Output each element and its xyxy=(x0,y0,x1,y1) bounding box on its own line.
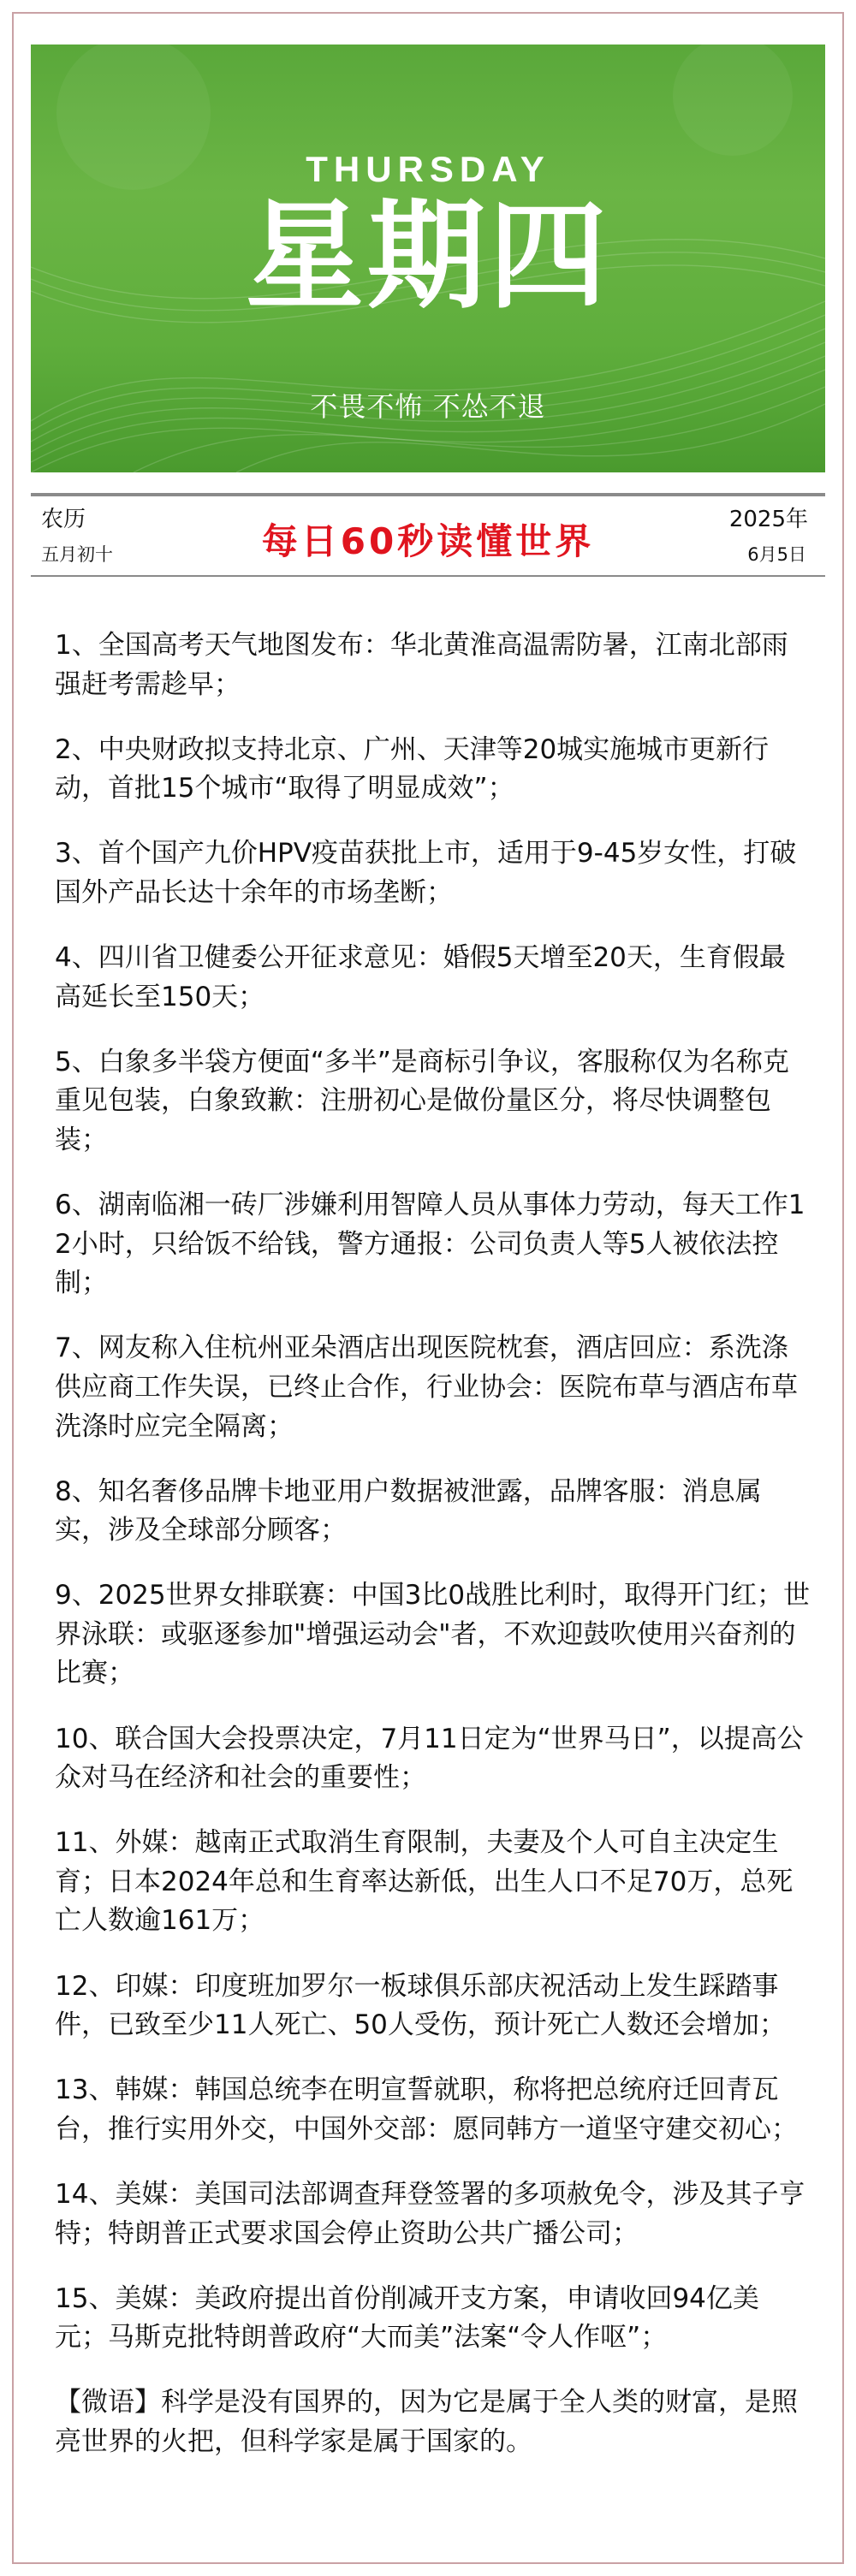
news-item: 2、中央财政拟支持北京、广州、天津等20城实施城市更新行动，首批15个城市“取得了明显成效”； xyxy=(55,733,770,804)
news-list xyxy=(55,626,811,2488)
weekday-banner xyxy=(31,45,825,472)
news-item: 1、全国高考天气地图发布：华北黄淮高温需防暑，江南北部雨强赶考需趁早； xyxy=(55,630,788,700)
news-item: 4、四川省卫健委公开征求意见：婚假5天增至20天，生育假最高延长至150天； xyxy=(55,942,786,1012)
news-item: 8、知名奢侈品牌卡地亚用户数据被泄露，品牌客服：消息属实，涉及全球部分顾客； xyxy=(55,1475,762,1546)
weekday-chinese: 星期四 xyxy=(245,187,610,325)
motto: 不畏不怖 不怂不退 xyxy=(310,390,546,423)
page-title: 每日60秒读懂世界 xyxy=(261,520,595,562)
divider-top xyxy=(31,493,825,496)
date: 6月5日 xyxy=(747,544,806,565)
news-item: 9、2025世界女排联赛：中国3比0战胜比利时，取得开门红；世界泳联：或驱逐参加"增强运动会"者，不欢迎鼓吹使用兴奋剂的比赛； xyxy=(55,1580,811,1689)
news-item: 13、韩媒：韩国总统李在明宣誓就职，称将把总统府迁回青瓦台，推行实用外交，中国外交部：愿同韩方一道坚守建交初心； xyxy=(55,2074,798,2145)
news-item: 7、网友称入住杭州亚朵酒店出现医院枕套，酒店回应：系洗涤供应商工作失误，已终止合作，行业协会：医院布草与酒店布草洗涤时应完全隔离； xyxy=(55,1333,798,1442)
lunar-date: 五月初十 xyxy=(41,544,113,565)
news-item: 15、美媒：美政府提出首份削减开支方案，申请收回94亿美元；马斯克批特朗普政府“大而美”法案“令人作呕”； xyxy=(55,2282,759,2353)
news-item: 6、湖南临湘一砖厂涉嫌利用智障人员从事体力劳动，每天工作12小时，只给饭不给钱，警方通报：公司负责人等5人被依法控制； xyxy=(55,1190,805,1299)
news-item: 3、首个国产九价HPV疫苗获批上市，适用于9-45岁女性，打破国外产品长达十余年的市场垄断； xyxy=(55,838,797,908)
news-item: 10、联合国大会投票决定，7月11日定为“世界马日”，以提高公众对马在经济和社会的重要性； xyxy=(55,1723,804,1794)
news-item: 11、外媒：越南正式取消生育限制，夫妻及个人可自主决定生育；日本2024年总和生育率达新低，出生人口不足70万，总死亡人数逾161万； xyxy=(55,1827,794,1937)
year: 2025年 xyxy=(728,507,808,532)
news-item: 14、美媒：美国司法部调查拜登签署的多项赦免令，涉及其子亨特；特朗普正式要求国会停止资助公共广播公司； xyxy=(55,2178,805,2249)
daily-quote: 【微语】科学是没有国界的，因为它是属于全人类的财富，是照亮世界的火把，但科学家是属于国家的。 xyxy=(55,2387,798,2457)
news-item: 12、印媒：印度班加罗尔一板球俱乐部庆祝活动上发生踩踏事件，已致至少11人死亡、50人受伤，预计死亡人数还会增加； xyxy=(55,1970,786,2041)
weekday-english: THURSDAY xyxy=(306,149,550,189)
news-item: 5、白象多半袋方便面“多半”是商标引争议，客服称仅为名称克重见包装，白象致歉：注册初心是做份量区分，将尽快调整包装； xyxy=(55,1046,789,1155)
divider-bottom xyxy=(31,575,825,577)
lunar-label: 农历 xyxy=(41,507,86,532)
